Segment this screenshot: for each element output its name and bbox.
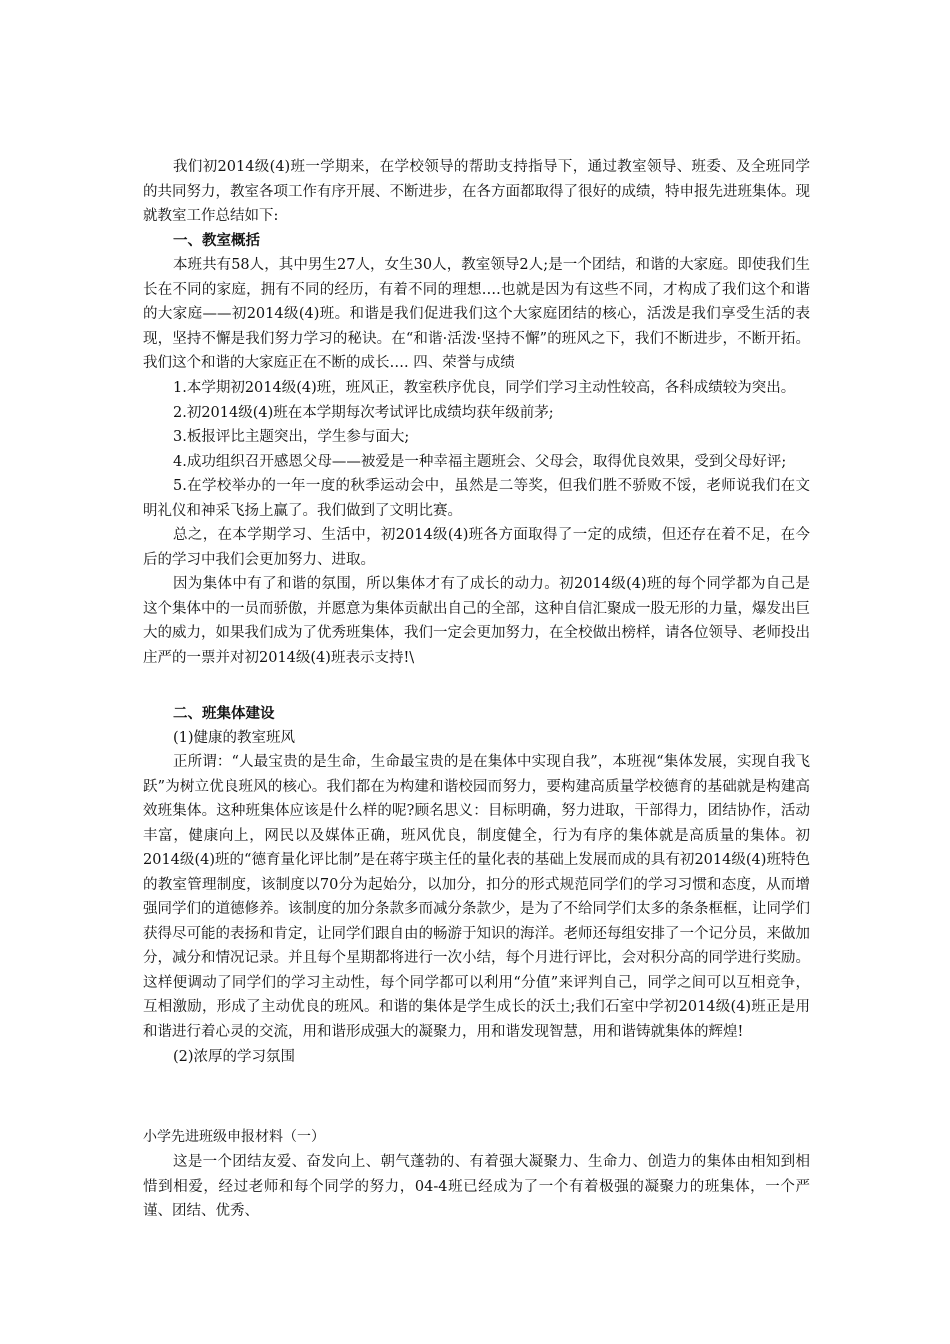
next-document-paragraph: 这是一个团结友爱、奋发向上、朝气蓬勃的、有着强大凝聚力、生命力、创造力的集体由相知到相惜到相爱，经过老师和每个同学的努力，04-4班已经成为了一个有着极强的凝聚力的班集体，一个严谨、团结、优秀、	[143, 1154, 810, 1219]
honor-item-3: 3.板报评比主题突出，学生参与面大;	[173, 429, 410, 445]
honor-item-5: 5.在学校举办的一年一度的秋季运动会中，虽然是二等奖，但我们胜不骄败不馁，老师说我们在文明礼仪和神采飞扬上赢了。我们做到了文明比赛。	[143, 478, 810, 519]
overview-paragraph: 本班共有58人，其中男生27人，女生30人，教室领导2人;是一个团结，和谐的大家庭。即使我们生长在不同的家庭，拥有不同的经历，有着不同的理想….也就是因为有这些不同，才构成了我们这个和谐的大家庭——初2014级(4)班。和谐是我们促进我们这个大家庭团结的核心，活泼是我们享受生活的表现，坚持不懈是我们努力学习的秘诀。在“和谐·活泼·坚持不懈”的班风之下，我们不断进步，不断开拓。我们这个和谐的大家庭正在不断的成长…. 四、荣誉与成绩	[143, 257, 810, 371]
honor-item-4: 4.成功组织召开感恩父母——被爱是一种幸福主题班会、父母会，取得优良效果，受到父母好评;	[173, 454, 787, 470]
closing-paragraph: 因为集体中有了和谐的氛围，所以集体才有了成长的动力。初2014级(4)班的每个同学都为自己是这个集体中的一员而骄傲，并愿意为集体贡献出自己的全部，这种自信汇聚成一股无形的力量，爆发出巨大的威力，如果我们成为了优秀班集体，我们一定会更加努力，在全校做出榜样，请各位领导、老师投出庄严的一票并对初2014级(4)班表示支持!\	[143, 576, 810, 666]
subheading-class-style: (1)健康的教室班风	[173, 730, 296, 746]
class-style-paragraph: 正所谓：“人最宝贵的是生命，生命最宝贵的是在集体中实现自我”，本班视“集体发展，实现自我飞跃”为树立优良班风的核心。我们都在为构建和谐校园而努力，要构建高质量学校德育的基础就是构建高效班集体。这种班集体应该是什么样的呢?顾名思义：目标明确，努力进取，干部得力，团结协作，活动丰富，健康向上，网民以及媒体正确，班风优良，制度健全，行为有序的集体就是高质量的集体。初2014级(4)班的“德育量化评比制”是在蒋宇瑛主任的量化表的基础上发展而成的具有初2014级(4)班特色的教室管理制度，该制度以70分为起始分，以加分，扣分的形式规范同学们的学习习惯和态度，从而增强同学们的道德修养。该制度的加分条款多而减分条款少，是为了不给同学们太多的条条框框，让同学们获得尽可能的表扬和肯定，让同学们跟自由的畅游于知识的海洋。老师还每组安排了一个记分员，来做加分，减分和情况记录。并且每个星期都将进行一次小结，每个月进行评比，会对积分高的同学进行奖励。这样便调动了同学们的学习主动性，每个同学都可以利用“分值”来评判自己，同学之间可以互相竞争，互相激励，形成了主动优良的班风。和谐的集体是学生成长的沃土;我们石室中学初2014级(4)班正是用和谐进行着心灵的交流，用和谐形成强大的凝聚力，用和谐发现智慧，用和谐铸就集体的辉煌!	[143, 754, 810, 1040]
intro-paragraph: 我们初2014级(4)班一学期来，在学校领导的帮助支持指导下，通过教室领导、班委、及全班同学的共同努力，教室各项工作有序开展、不断进步，在各方面都取得了很好的成绩，特申报先进班集体。现就教室工作总结如下:	[143, 159, 810, 224]
next-document-title: 小学先进班级申报材料（一）	[143, 1129, 325, 1145]
summary-paragraph: 总之，在本学期学习、生活中，初2014级(4)班各方面取得了一定的成绩，但还存在着不足，在今后的学习中我们会更加努力、进取。	[143, 527, 810, 568]
honor-item-1: 1.本学期初2014级(4)班，班风正，教室秩序优良，同学们学习主动性较高，各科成绩较为突出。	[173, 380, 796, 396]
section-heading-class-building: 二、班集体建设	[173, 705, 275, 722]
section-heading-overview: 一、教室概括	[173, 232, 260, 249]
subheading-study-atmosphere: (2)浓厚的学习氛围	[173, 1049, 296, 1065]
honor-item-2: 2.初2014级(4)班在本学期每次考试评比成绩均获年级前茅;	[173, 405, 554, 421]
